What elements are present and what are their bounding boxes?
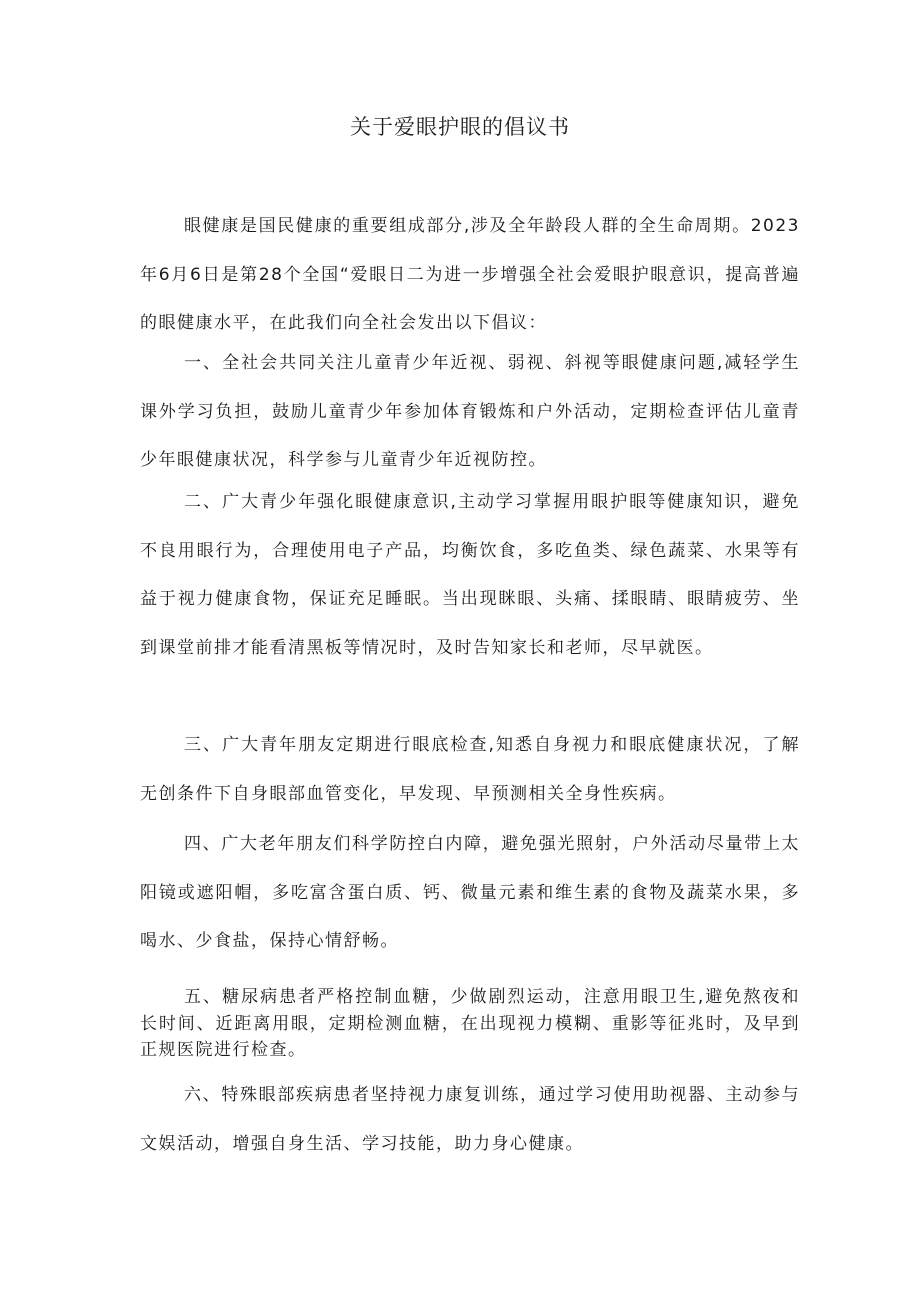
paragraph-item-3: 三、广大青年朋友定期进行眼底检查,知悉自身视力和眼底健康状况，了解无创条件下自身眼部血管变化，早发现、早预测相关全身性疾病。 <box>140 735 800 804</box>
paragraph-item-6: 六、特殊眼部疾病患者坚持视力康复训练，通过学习使用助视器、主动参与文娱活动，增强自身生活、学习技能，助力身心健康。 <box>140 1085 800 1154</box>
paragraph-item-5: 五、糖尿病患者严格控制血糖，少做剧烈运动，注意用眼卫生,避免熬夜和长时间、近距离用眼，定期检测血糖，在出现视力模糊、重影等征兆时，及早到正规医院进行检查。 <box>140 987 800 1060</box>
paragraph-item-4: 四、广大老年朋友们科学防控白内障，避免强光照射，户外活动尽量带上太阳镜或遮阳帽，多吃富含蛋白质、钙、微量元素和维生素的食物及蔬菜水果，多喝水、少食盐，保持心情舒畅。 <box>140 834 800 951</box>
paragraph-intro: 眼健康是国民健康的重要组成部分,涉及全年龄段人群的全生命周期。2023年6月6日是第28个全国“爱眼日二为进一步增强全社会爱眼护眼意识，提高普遍的眼健康水平，在此我们向全社会发出以下倡议： <box>140 216 800 333</box>
document-title: 关于爱眼护眼的倡议书 <box>350 115 570 139</box>
paragraph-item-2: 二、广大青少年强化眼健康意识,主动学习掌握用眼护眼等健康知识，避免不良用眼行为，合理使用电子产品，均衡饮食，多吃鱼类、绿色蔬菜、水果等有益于视力健康食物，保证充足睡眠。当出现眯眼、头痛、揉眼睛、眼睛疲劳、坐到课堂前排才能看清黑板等情况时，及时告知家长和老师，尽早就医。 <box>140 492 800 658</box>
paragraph-item-1: 一、全社会共同关注儿童青少年近视、弱视、斜视等眼健康问题,减轻学生课外学习负担，鼓励儿童青少年参加体育锻炼和户外活动，定期检查评估儿童青少年眼健康状况，科学参与儿童青少年近视防控。 <box>140 353 800 470</box>
